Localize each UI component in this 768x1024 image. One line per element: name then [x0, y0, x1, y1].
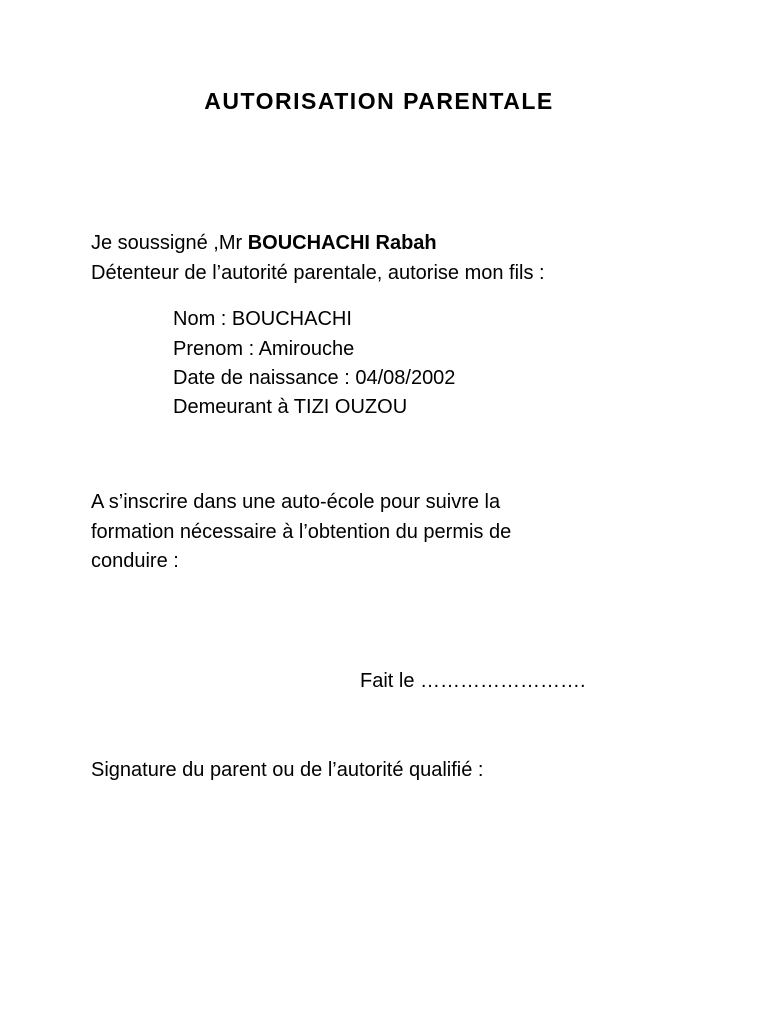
purpose-line-1: A s’inscrire dans une auto-école pour suivre la [91, 491, 501, 513]
fait-le-line: Fait le ……………………. [360, 670, 586, 692]
child-nom: Nom : BOUCHACHI [173, 308, 352, 330]
intro-line-2: Détenteur de l’autorité parentale, autorise mon fils : [91, 262, 545, 284]
signature-line: Signature du parent ou de l’autorité qualifié : [91, 759, 484, 781]
child-demeurant: Demeurant à TIZI OUZOU [173, 396, 408, 418]
parent-name: BOUCHACHI Rabah [247, 232, 437, 254]
purpose-line-3: conduire : [91, 550, 179, 572]
intro-line-1 [91, 229, 437, 258]
intro-prefix: Je soussigné ,Mr [91, 232, 248, 254]
document-title: AUTORISATION PARENTALE [204, 88, 554, 114]
child-prenom: Prenom : Amirouche [173, 338, 355, 360]
child-date-naissance: Date de naissance : 04/08/2002 [173, 367, 456, 389]
purpose-line-2: formation nécessaire à l’obtention du permis de [91, 521, 512, 543]
